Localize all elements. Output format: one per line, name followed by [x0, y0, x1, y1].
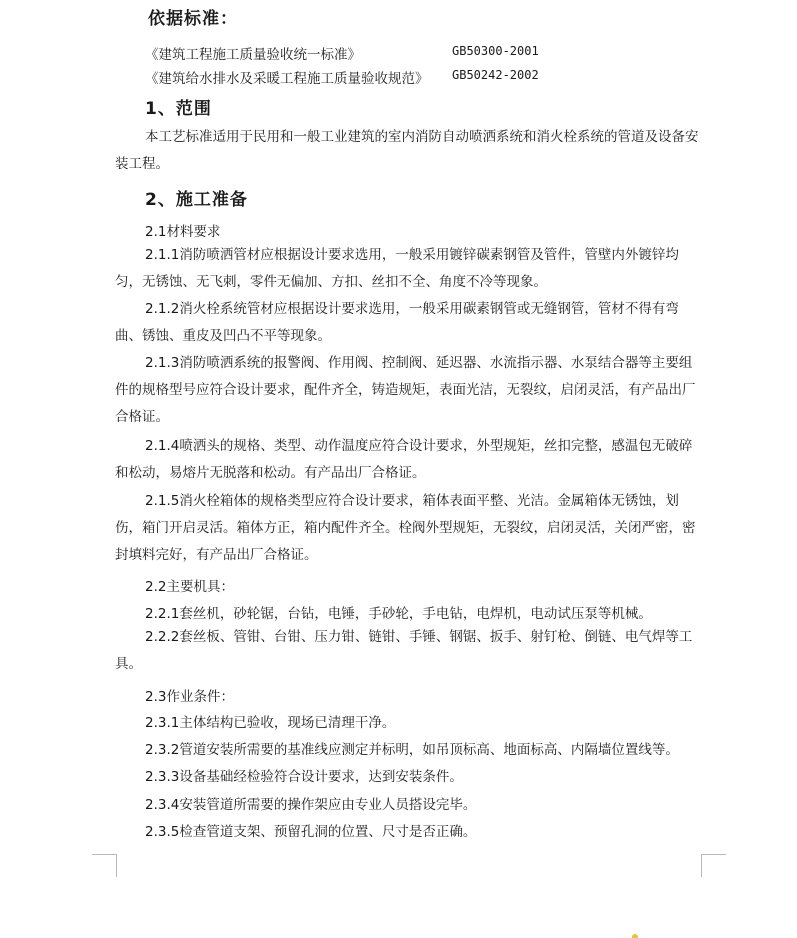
paragraph-2-1-1: 2.1.1消防喷洒管材应根据设计要求选用，一般采用镀锌碳素钢管及管件，管壁内外镀锌均匀，无锈蚀、无飞刺，零件无偏加、方扣、丝扣不全、角度不冷等现象。 [115, 247, 679, 290]
decorative-mark [632, 934, 638, 938]
paragraph-2-1-4: 2.1.4喷洒头的规格、类型、动作温度应符合设计要求，外型规矩，丝扣完整，感温包无破碎和松动，易熔片无脱落和松动。有产品出厂合格证。 [115, 438, 693, 481]
subsection-tools: 2.2主要机具： [145, 579, 234, 595]
paragraph-2-1-5: 2.1.5消火栓箱体的规格类型应符合设计要求，箱体表面平整、光洁。金属箱体无锈蚀，划伤，箱门开启灵活。箱体方正，箱内配件齐全。栓阀外型规矩，无裂纹，启闭灵活，关闭严密，密封填料完好，有产品出厂合格证。 [115, 493, 696, 563]
page-corner-mark-right [701, 854, 726, 877]
paragraph-2-3-4: 2.3.4安装管道所需要的操作架应由专业人员搭设完毕。 [145, 797, 477, 813]
standard-row [145, 67, 539, 87]
subsection-conditions: 2.3作业条件： [145, 689, 234, 705]
paragraph-2-3-1: 2.3.1主体结构已验收，现场已清理干净。 [145, 715, 396, 731]
paragraph-2-3-5: 2.3.5检查管道支架、预留孔洞的位置、尺寸是否正确。 [145, 824, 477, 840]
paragraph-2-3-2: 2.3.2管道安装所需要的基准线应测定并标明，如吊顶标高、地面标高、内隔墙位置线等。 [145, 742, 679, 758]
section-title-scope: 1、范围 [145, 99, 212, 119]
paragraph-2-2-1: 2.2.1套丝机，砂轮锯，台钻，电锤，手砂轮，手电钻，电焊机，电动试压泵等机械。 [145, 606, 652, 622]
standard-code: GB50242-2002 [452, 68, 539, 82]
standard-name: 《建筑给水排水及采暖工程施工质量验收规范》 [145, 71, 429, 87]
basis-standards-heading: 依据标准： [148, 9, 238, 29]
paragraph-2-3-3: 2.3.3设备基础经检验符合设计要求，达到安装条件。 [145, 769, 463, 785]
standard-row [145, 43, 539, 63]
standard-name: 《建筑工程施工质量验收统一标准》 [145, 47, 361, 63]
scope-paragraph: 本工艺标准适用于民用和一般工业建筑的室内消防自动喷洒系统和消火栓系统的管道及设备安装工程。 [115, 129, 699, 172]
section-title-preparation: 2、施工准备 [145, 190, 248, 210]
paragraph-2-1-2: 2.1.2消火栓系统管材应根据设计要求选用，一般采用碳素钢管或无缝钢管，管材不得有弯曲、锈蚀、重皮及凹凸不平等现象。 [115, 301, 679, 344]
standard-code: GB50300-2001 [452, 44, 539, 58]
paragraph-2-1-3: 2.1.3消防喷洒系统的报警阀、作用阀、控制阀、延迟器、水流指示器、水泵结合器等主要组件的规格型号应符合设计要求，配件齐全，铸造规矩，表面光洁，无裂纹，启闭灵活，有产品出厂合格证。 [115, 355, 696, 425]
paragraph-2-2-2: 2.2.2套丝板、管钳、台钳、压力钳、链钳、手锤、钢锯、扳手、射钉枪、倒链、电气焊等工具。 [115, 629, 693, 672]
page-corner-mark-left [92, 854, 117, 877]
subsection-materials: 2.1材料要求 [145, 224, 221, 240]
